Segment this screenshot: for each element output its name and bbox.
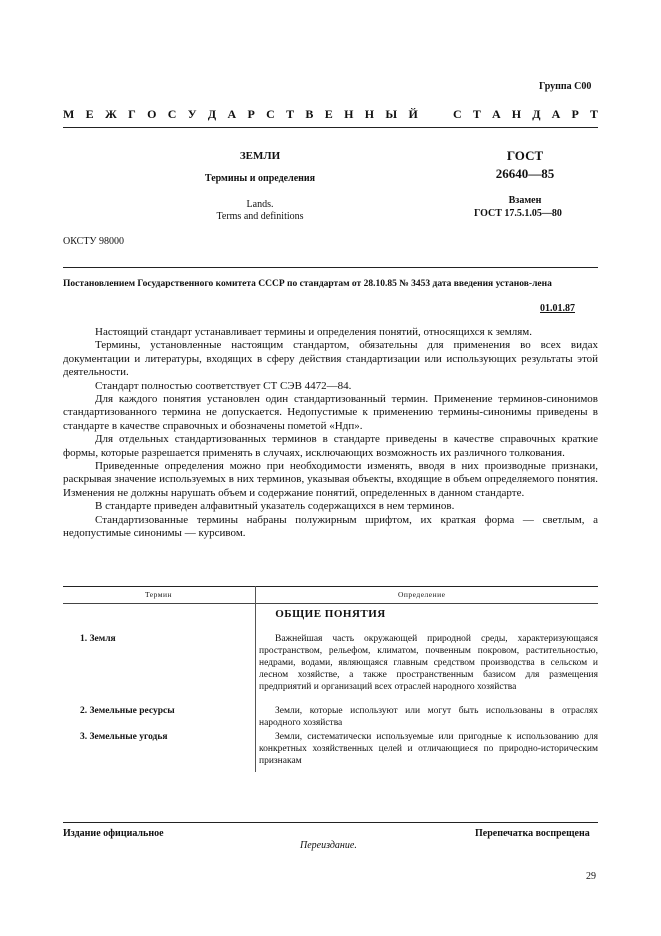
official-edition: Издание официальное	[63, 828, 164, 839]
banner-letter: Й	[408, 107, 418, 121]
intro-paragraph: Термины, установленные настоящим стандартом, обязательны для применения во всех видах документации и литературы, входящих в сферу действия стандартизации или использующих результаты этой деятельности.	[63, 339, 598, 379]
table-row-term: 3. Земельные угодья	[80, 732, 168, 742]
english-title	[150, 199, 370, 223]
banner-letter: Т	[589, 107, 598, 121]
intro-paragraph: Настоящий стандарт устанавливает термины и определения понятий, относящихся к землям.	[95, 326, 533, 338]
banner-word-interstate	[63, 107, 418, 122]
reissue-note: Переиздание.	[300, 840, 357, 851]
page-number: 29	[586, 871, 596, 882]
table-row-definition	[259, 706, 598, 730]
intro-paragraph: В стандарте приведен алфавитный указатель содержащихся в нем терминов.	[95, 500, 455, 513]
table-row-definition	[259, 732, 598, 768]
document-title: ЗЕМЛИ	[239, 150, 281, 162]
table-header-rule	[63, 603, 598, 604]
banner-letter: Н	[344, 107, 354, 121]
banner-letter: А	[491, 107, 501, 121]
footer-rule	[63, 822, 598, 823]
table-top-rule	[63, 586, 598, 587]
banner-letter: Н	[511, 107, 522, 121]
gost-number: 26640—85	[495, 166, 555, 181]
banner-letter: М	[63, 107, 75, 121]
banner-letter: О	[147, 107, 157, 121]
replaces-standard: ГОСТ 17.5.1.05—80	[474, 208, 562, 219]
banner-letter: С	[167, 107, 177, 121]
intro-paragraph: Для отдельных стандартизованных терминов в стандарте приведены в качестве справочных краткие формы, которые разрешается применять в случаях, исключающих возможность их различного толкования.	[63, 433, 598, 459]
english-title-line1: Lands.	[246, 199, 274, 210]
header-rule	[63, 127, 598, 128]
banner-letter: Р	[571, 107, 579, 121]
intro-text	[63, 326, 598, 541]
replaces-label: Взамен	[508, 195, 542, 206]
standard-banner	[63, 107, 598, 122]
banner-letter: Н	[364, 107, 375, 121]
banner-letter: С	[266, 107, 275, 121]
section-heading: ОБЩИЕ ПОНЯТИЯ	[275, 608, 386, 620]
banner-letter: Д	[532, 107, 541, 121]
intro-paragraph: Стандарт полностью соответствует СТ СЭВ 4472—84.	[95, 379, 352, 392]
decree-text: Постановлением Государственного комитета СССР по стандартам от 28.10.85 № 3453 дата введения установ-лена	[63, 279, 552, 289]
banner-letter: Е	[85, 107, 94, 121]
table-row-definition	[259, 634, 598, 694]
banner-letter: Ы	[385, 107, 398, 121]
banner-letter: Ж	[104, 107, 117, 121]
decree-date: 01.01.87	[540, 303, 575, 314]
definition-text: Важнейшая часть окружающей природной среды, характеризующаяся пространством, рельефом, климатом, почвенным покровом, растительностью, недрами, водами, являющаяся главным средством производства в сельском и лесном хозяйстве, а также пространственным базисом для размещения предприятий и организаций всех отраслей народного хозяйства	[259, 634, 598, 692]
table-header-definition: Определение	[398, 590, 446, 599]
document-subtitle: Термины и определения	[204, 173, 316, 184]
intro-paragraph: Для каждого понятия установлен один стандартизованный термин. Применение терминов-синонимов стандартизованного термина не допускается. Недопустимые к применению термины-синонимы приведены в стандарте в качестве справочных и обозначены пометой «Ндп».	[63, 393, 598, 432]
reprint-prohibited: Перепечатка воспрещена	[475, 828, 590, 839]
table-row-term: 1. Земля	[80, 634, 116, 644]
group-code: Группа С00	[539, 81, 592, 92]
table-row-term: 2. Земельные ресурсы	[80, 706, 175, 716]
english-title-line2: Terms and definitions	[216, 211, 304, 222]
banner-letter: Т	[472, 107, 481, 121]
banner-letter: Т	[286, 107, 295, 121]
banner-letter: А	[551, 107, 561, 121]
banner-letter: Р	[247, 107, 255, 121]
banner-letter: Г	[128, 107, 136, 121]
table-header-term: Термин	[145, 590, 173, 599]
okstu-code: ОКСТУ 98000	[63, 236, 125, 247]
intro-paragraph: Стандартизованные термины набраны полужирным шрифтом, их краткая форма — светлым, а недопустимые синонимы — курсивом.	[63, 513, 598, 540]
banner-word-standard	[453, 107, 598, 122]
banner-letter: А	[227, 107, 237, 121]
section-rule	[63, 267, 598, 268]
banner-letter: Д	[207, 107, 217, 121]
definition-text: Земли, которые используют или могут быть использованы в отраслях народного хозяйства	[259, 706, 598, 728]
banner-letter: В	[305, 107, 314, 121]
banner-letter: У	[187, 107, 197, 121]
definition-text: Земли, систематически используемые или пригодные к использованию для конкретных хозяйственных целей и отличающиеся по природно-историческим признакам	[259, 732, 598, 766]
banner-letter: Е	[324, 107, 333, 121]
gost-label: ГОСТ	[506, 148, 544, 163]
banner-letter: С	[453, 107, 462, 121]
intro-paragraph: Приведенные определения можно при необходимости изменять, вводя в них производные признаки, раскрывая значение используемых в них терминов, указывая объекты, входящие в объем определяемого понятия. Изменения не должны нарушать объем и содержание понятий, определенных в данном стандарте.	[63, 460, 598, 499]
